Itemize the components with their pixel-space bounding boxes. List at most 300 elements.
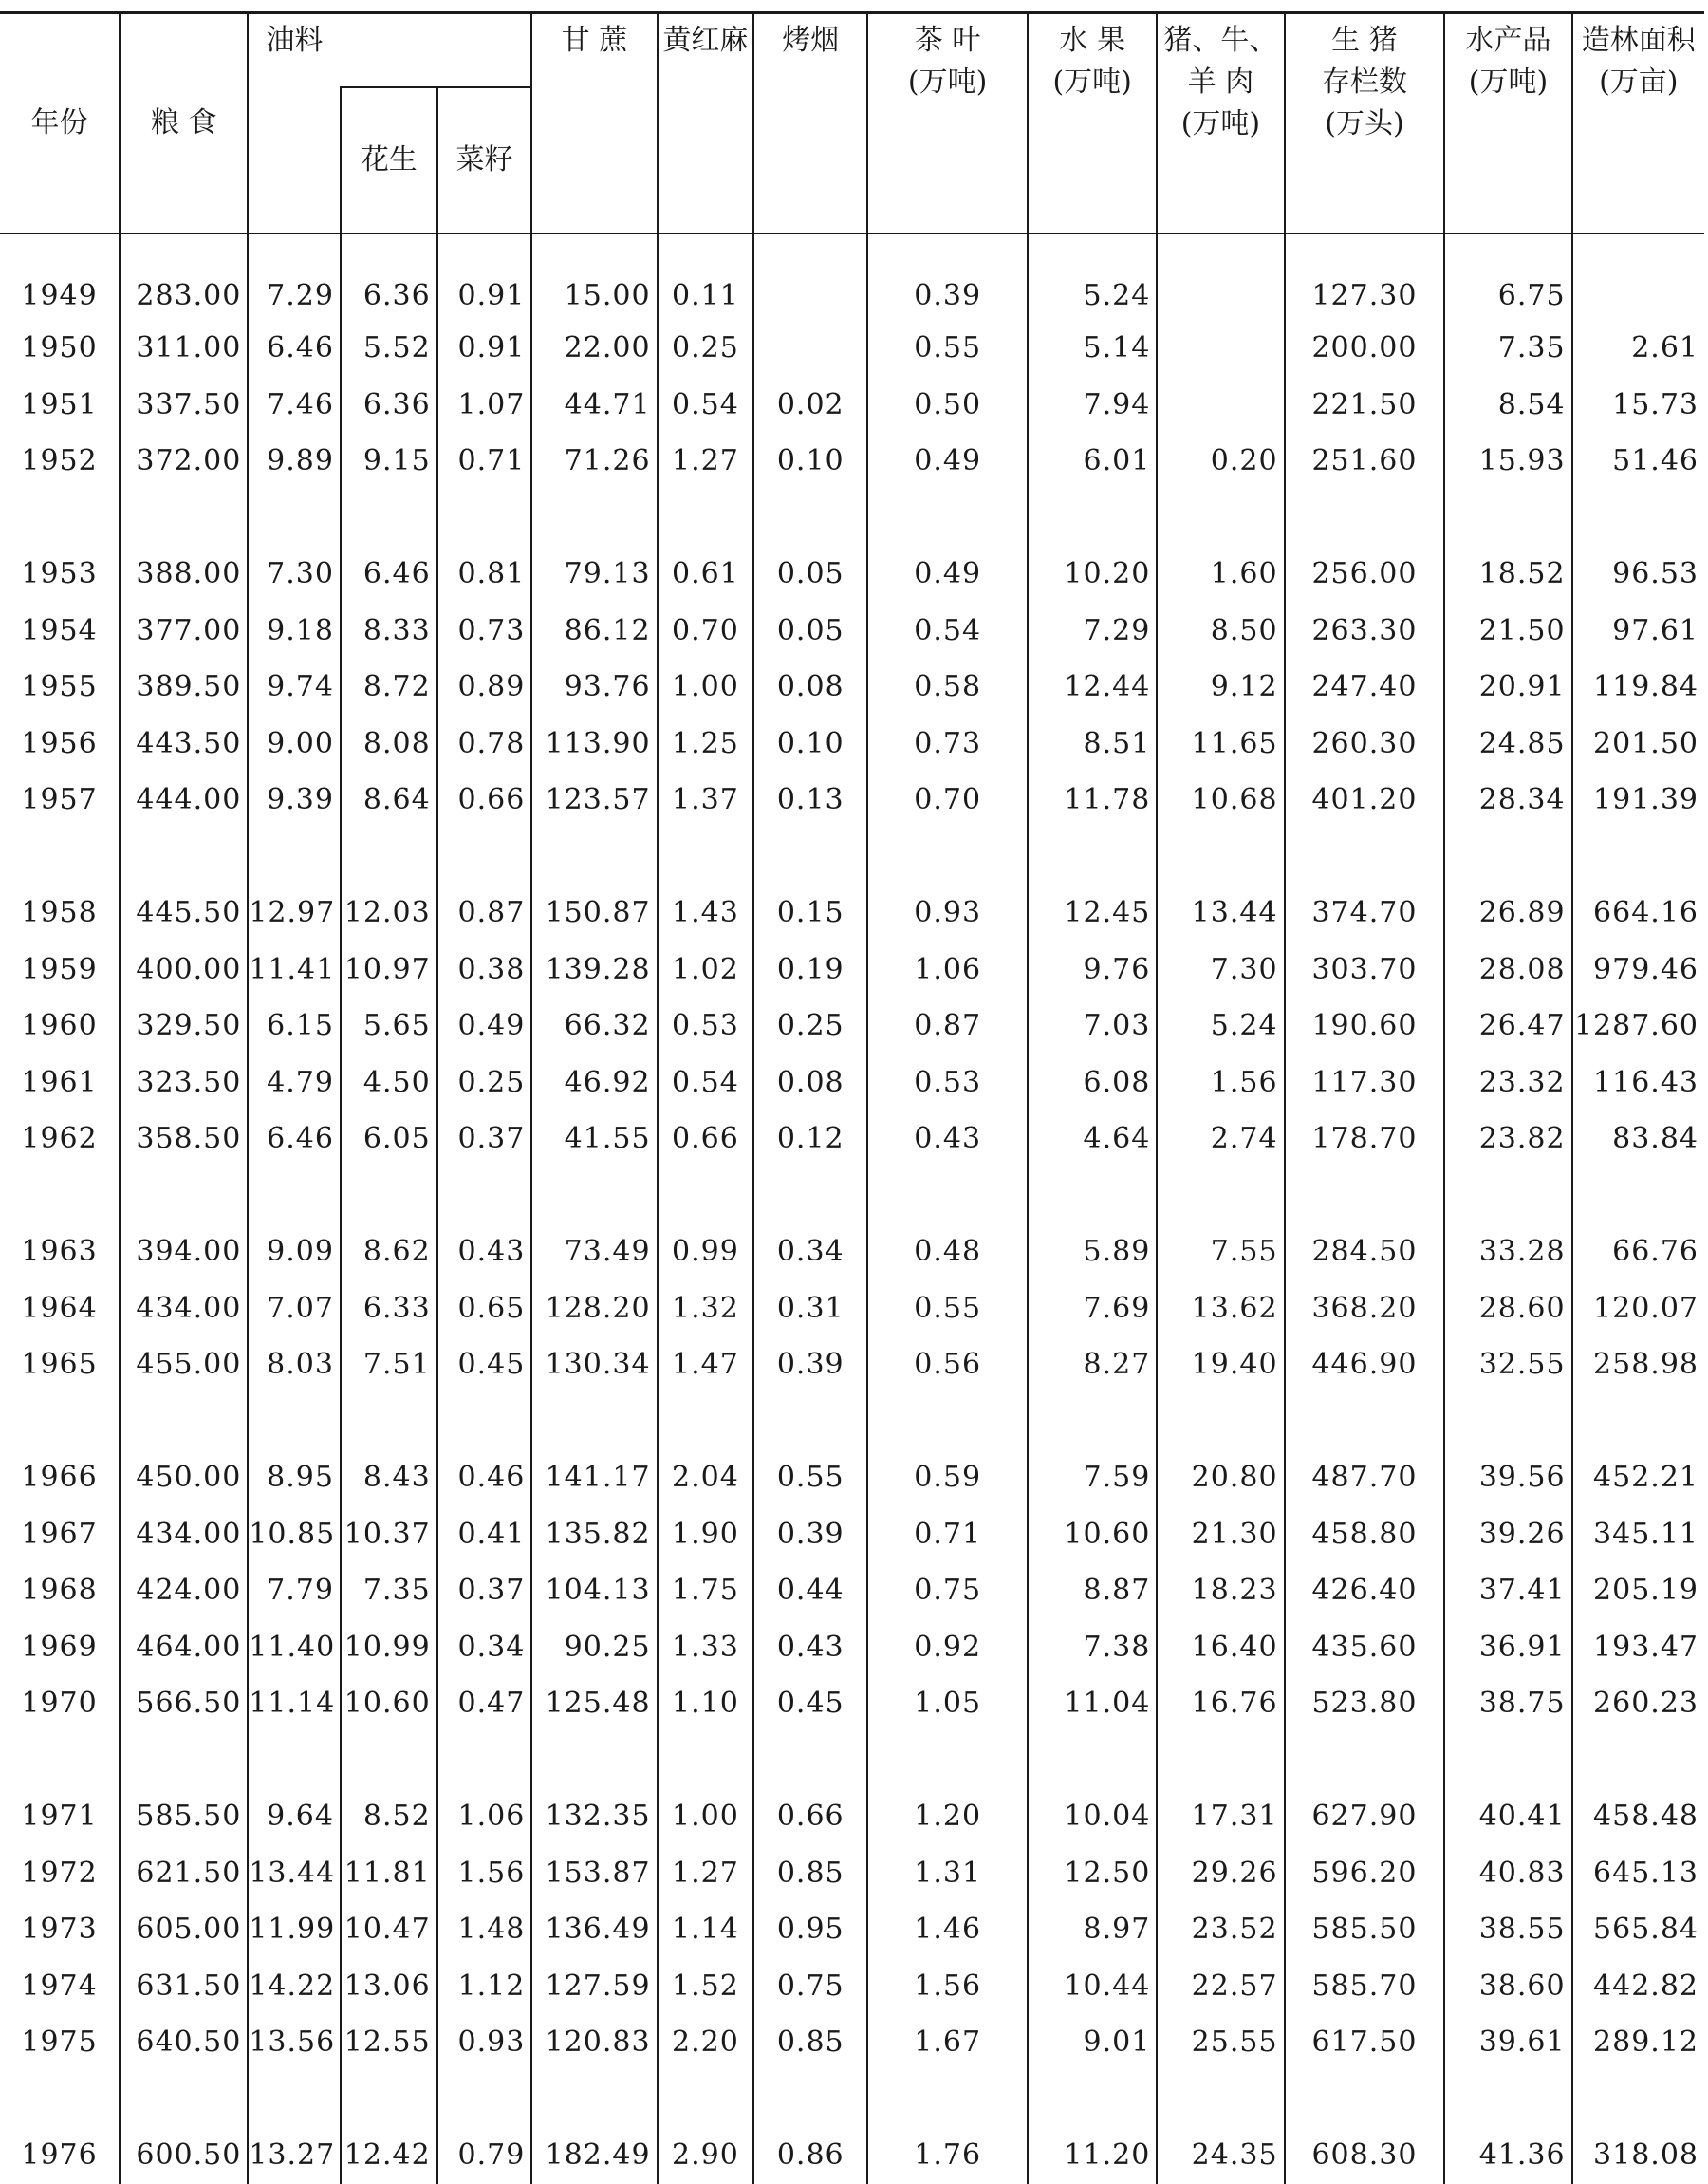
table-row (0, 1845, 1704, 1902)
cell-peanut: 8.33 (341, 603, 437, 660)
cell-tea: 1.05 (867, 1675, 1028, 1732)
table-header (0, 13, 1704, 234)
cell-forest: 119.84 (1572, 659, 1704, 716)
cell-aquatic: 21.50 (1444, 603, 1571, 660)
table-row (0, 716, 1704, 773)
spacer-cell (658, 1393, 754, 1450)
cell-aquatic: 41.36 (1444, 2127, 1571, 2184)
spacer-cell (753, 490, 867, 547)
cell-meat: 16.76 (1157, 1675, 1284, 1732)
cell-tobacco: 0.19 (753, 942, 867, 999)
cell-tea: 0.58 (867, 659, 1028, 716)
header-sugarcane: 甘 蔗 (531, 13, 657, 234)
cell-peanut: 12.03 (341, 885, 437, 942)
cell-meat: 22.57 (1157, 1958, 1284, 2015)
cell-grain: 311.00 (120, 320, 248, 377)
cell-tea: 0.92 (867, 1619, 1028, 1676)
cell-tea: 1.46 (867, 1901, 1028, 1958)
cell-tea: 0.75 (867, 1562, 1028, 1619)
cell-peanut: 6.36 (341, 377, 437, 434)
table-row (0, 1901, 1704, 1958)
cell-year: 1973 (21, 1913, 98, 1947)
cell-sugarcane: 150.87 (531, 885, 657, 942)
cell-pigs: 127.30 (1285, 233, 1445, 320)
cell-tobacco: 0.08 (753, 1055, 867, 1111)
cell-meat: 13.44 (1157, 885, 1284, 942)
spacer-cell (1444, 1393, 1571, 1450)
spacer-cell (1572, 490, 1704, 547)
spacer-cell (658, 490, 754, 547)
spacer-cell (1572, 829, 1704, 886)
cell-meat: 7.55 (1157, 1223, 1284, 1280)
cell-meat: 8.50 (1157, 603, 1284, 660)
cell-forest: 664.16 (1572, 885, 1704, 942)
cell-sugarcane: 93.76 (531, 659, 657, 716)
spacer-cell (1157, 1393, 1284, 1450)
spacer-cell (1157, 2071, 1284, 2128)
cell-grain: 566.50 (120, 1675, 248, 1732)
cell-sugarcane: 153.87 (531, 1845, 657, 1902)
cell-year: 1953 (21, 557, 98, 591)
cell-oil: 4.79 (248, 1055, 341, 1111)
header-oil-spacer (248, 87, 341, 233)
cell-tobacco: 0.15 (753, 885, 867, 942)
cell-oil: 9.64 (248, 1788, 341, 1845)
cell-pigs: 260.30 (1285, 716, 1445, 773)
spacer-cell (437, 2071, 532, 2128)
cell-tobacco: 0.39 (753, 1506, 867, 1563)
cell-jute: 0.54 (658, 377, 754, 434)
cell-fruit: 6.01 (1028, 433, 1157, 490)
cell-pigs: 608.30 (1285, 2127, 1445, 2184)
cell-aquatic: 26.47 (1444, 998, 1571, 1055)
spacer-cell (1572, 1732, 1704, 1789)
cell-sugarcane: 123.57 (531, 772, 657, 829)
table-row (0, 1111, 1704, 1167)
cell-aquatic: 40.83 (1444, 1845, 1571, 1902)
spacer-cell (1444, 829, 1571, 886)
cell-sugarcane: 141.17 (531, 1449, 657, 1506)
cell-year: 1974 (21, 1969, 98, 2003)
cell-oil: 12.97 (248, 885, 341, 942)
cell-aquatic: 24.85 (1444, 716, 1571, 773)
cell-tea: 1.20 (867, 1788, 1028, 1845)
spacer-cell (658, 1732, 754, 1789)
cell-sugarcane: 113.90 (531, 716, 657, 773)
cell-meat: 10.68 (1157, 772, 1284, 829)
table-row (0, 233, 1704, 320)
cell-oil: 6.46 (248, 1111, 341, 1167)
cell-aquatic: 38.55 (1444, 1901, 1571, 1958)
table-row (0, 1619, 1704, 1676)
table-row (0, 1506, 1704, 1563)
cell-meat: 17.31 (1157, 1788, 1284, 1845)
cell-jute: 1.32 (658, 1280, 754, 1337)
cell-rapeseed: 0.71 (437, 433, 532, 490)
cell-tea: 0.70 (867, 772, 1028, 829)
spacer-cell (531, 2071, 657, 2128)
cell-year: 1976 (21, 2138, 98, 2173)
cell-tea: 0.48 (867, 1223, 1028, 1280)
spacer-cell (341, 2071, 437, 2128)
cell-tobacco: 0.95 (753, 1901, 867, 1958)
cell-peanut: 8.08 (341, 716, 437, 773)
cell-tea: 0.71 (867, 1506, 1028, 1563)
cell-tobacco: 0.02 (753, 377, 867, 434)
cell-rapeseed: 1.07 (437, 377, 532, 434)
cell-forest: 96.53 (1572, 546, 1704, 603)
table-row (0, 433, 1704, 490)
cell-meat: 21.30 (1157, 1506, 1284, 1563)
cell-oil: 7.46 (248, 377, 341, 434)
cell-year: 1963 (21, 1235, 98, 1269)
cell-rapeseed: 0.45 (437, 1336, 532, 1393)
cell-jute: 1.00 (658, 1788, 754, 1845)
cell-peanut: 8.64 (341, 772, 437, 829)
cell-aquatic: 40.41 (1444, 1788, 1571, 1845)
cell-forest: 191.39 (1572, 772, 1704, 829)
cell-meat: 2.74 (1157, 1111, 1284, 1167)
cell-grain: 283.00 (120, 233, 248, 320)
spacer-cell (1572, 1167, 1704, 1224)
cell-meat: 24.35 (1157, 2127, 1284, 2184)
cell-tea: 0.55 (867, 1280, 1028, 1337)
cell-grain: 605.00 (120, 1901, 248, 1958)
cell-rapeseed: 0.73 (437, 603, 532, 660)
cell-grain: 424.00 (120, 1562, 248, 1619)
cell-pigs: 117.30 (1285, 1055, 1445, 1111)
cell-pigs: 221.50 (1285, 377, 1445, 434)
cell-forest: 258.98 (1572, 1336, 1704, 1393)
spacer-cell (0, 829, 120, 886)
cell-jute: 0.99 (658, 1223, 754, 1280)
spacer-cell (248, 829, 341, 886)
cell-peanut: 11.81 (341, 1845, 437, 1902)
spacer-cell (753, 1732, 867, 1789)
cell-grain: 464.00 (120, 1619, 248, 1676)
cell-meat: 1.56 (1157, 1055, 1284, 1111)
cell-tea: 0.55 (867, 320, 1028, 377)
cell-rapeseed: 0.91 (437, 233, 532, 320)
spacer-cell (120, 2071, 248, 2128)
cell-tobacco (753, 320, 867, 377)
cell-sugarcane: 15.00 (531, 233, 657, 320)
cell-tobacco: 0.08 (753, 659, 867, 716)
spacer-cell (531, 1167, 657, 1224)
cell-tea: 0.39 (867, 233, 1028, 320)
agricultural-statistics-table (0, 11, 1704, 2184)
cell-fruit: 7.38 (1028, 1619, 1157, 1676)
cell-oil: 6.46 (248, 320, 341, 377)
cell-fruit: 8.97 (1028, 1901, 1157, 1958)
cell-grain: 434.00 (120, 1280, 248, 1337)
cell-tea: 0.49 (867, 433, 1028, 490)
spacer-cell (867, 1732, 1028, 1789)
spacer-cell (531, 1732, 657, 1789)
cell-pigs: 247.40 (1285, 659, 1445, 716)
cell-oil: 7.07 (248, 1280, 341, 1337)
cell-sugarcane: 125.48 (531, 1675, 657, 1732)
cell-year: 1950 (21, 331, 98, 365)
cell-fruit: 8.87 (1028, 1562, 1157, 1619)
cell-pigs: 446.90 (1285, 1336, 1445, 1393)
cell-rapeseed: 0.38 (437, 942, 532, 999)
cell-jute: 1.90 (658, 1506, 754, 1563)
spacer-cell (341, 829, 437, 886)
spacer-cell (1444, 1167, 1571, 1224)
cell-year: 1957 (21, 783, 98, 817)
cell-rapeseed: 0.34 (437, 1619, 532, 1676)
cell-pigs: 190.60 (1285, 998, 1445, 1055)
spacer-cell (120, 490, 248, 547)
cell-meat: 9.12 (1157, 659, 1284, 716)
cell-jute: 1.14 (658, 1901, 754, 1958)
cell-pigs: 401.20 (1285, 772, 1445, 829)
cell-aquatic: 26.89 (1444, 885, 1571, 942)
spacer-cell (1157, 1732, 1284, 1789)
spacer-cell (120, 1732, 248, 1789)
cell-tobacco: 0.05 (753, 603, 867, 660)
cell-tea: 1.56 (867, 1958, 1028, 2015)
spacer-cell (0, 1732, 120, 1789)
cell-peanut: 8.72 (341, 659, 437, 716)
cell-aquatic: 6.75 (1444, 233, 1571, 320)
cell-pigs: 523.80 (1285, 1675, 1445, 1732)
cell-pigs: 256.00 (1285, 546, 1445, 603)
cell-peanut: 6.46 (341, 546, 437, 603)
header-fruit: 水 果 (万吨) (1028, 13, 1157, 234)
header-year: 年份 (0, 13, 120, 234)
cell-forest: 66.76 (1572, 1223, 1704, 1280)
cell-sugarcane: 132.35 (531, 1788, 657, 1845)
cell-peanut: 10.47 (341, 1901, 437, 1958)
cell-jute: 1.33 (658, 1619, 754, 1676)
cell-pigs: 458.80 (1285, 1506, 1445, 1563)
cell-forest: 318.08 (1572, 2127, 1704, 2184)
spacer-cell (437, 1393, 532, 1450)
cell-year: 1951 (21, 387, 98, 421)
cell-tobacco: 0.66 (753, 1788, 867, 1845)
cell-pigs: 627.90 (1285, 1788, 1445, 1845)
cell-rapeseed: 0.91 (437, 320, 532, 377)
spacer-cell (1444, 2071, 1571, 2128)
cell-oil: 11.41 (248, 942, 341, 999)
cell-meat: 16.40 (1157, 1619, 1284, 1676)
spacer-cell (1028, 1167, 1157, 1224)
spacer-cell (1028, 2071, 1157, 2128)
cell-fruit: 10.04 (1028, 1788, 1157, 1845)
cell-peanut: 12.55 (341, 2014, 437, 2071)
cell-jute: 0.25 (658, 320, 754, 377)
spacer-cell (1028, 1732, 1157, 1789)
spacer-row (0, 1732, 1704, 1789)
cell-sugarcane: 44.71 (531, 377, 657, 434)
spacer-cell (1285, 1167, 1445, 1224)
spacer-cell (248, 2071, 341, 2128)
cell-oil: 9.00 (248, 716, 341, 773)
cell-sugarcane: 86.12 (531, 603, 657, 660)
spacer-cell (1444, 490, 1571, 547)
cell-aquatic: 7.35 (1444, 320, 1571, 377)
cell-peanut: 7.51 (341, 1336, 437, 1393)
cell-rapeseed: 0.37 (437, 1111, 532, 1167)
cell-grain: 600.50 (120, 2127, 248, 2184)
cell-sugarcane: 136.49 (531, 1901, 657, 1958)
cell-sugarcane: 104.13 (531, 1562, 657, 1619)
cell-year: 1966 (21, 1461, 98, 1495)
cell-fruit: 6.08 (1028, 1055, 1157, 1111)
cell-forest: 51.46 (1572, 433, 1704, 490)
cell-sugarcane: 135.82 (531, 1506, 657, 1563)
cell-peanut: 6.36 (341, 233, 437, 320)
spacer-cell (658, 2071, 754, 2128)
spacer-cell (867, 490, 1028, 547)
cell-sugarcane: 41.55 (531, 1111, 657, 1167)
cell-forest: 452.21 (1572, 1449, 1704, 1506)
cell-grain: 585.50 (120, 1788, 248, 1845)
cell-rapeseed: 0.65 (437, 1280, 532, 1337)
spacer-cell (341, 490, 437, 547)
cell-sugarcane: 79.13 (531, 546, 657, 603)
cell-oil: 9.74 (248, 659, 341, 716)
cell-grain: 337.50 (120, 377, 248, 434)
cell-fruit: 12.44 (1028, 659, 1157, 716)
cell-aquatic: 37.41 (1444, 1562, 1571, 1619)
cell-year: 1952 (21, 444, 98, 478)
table-row (0, 603, 1704, 660)
table-row (0, 1223, 1704, 1280)
cell-meat: 18.23 (1157, 1562, 1284, 1619)
cell-aquatic: 28.60 (1444, 1280, 1571, 1337)
cell-tobacco: 0.85 (753, 1845, 867, 1902)
cell-peanut: 4.50 (341, 1055, 437, 1111)
spacer-cell (867, 2071, 1028, 2128)
cell-year: 1960 (21, 1009, 98, 1043)
cell-oil: 7.29 (248, 233, 341, 320)
header-oil: 油料 (248, 13, 531, 88)
spacer-cell (437, 490, 532, 547)
table-row (0, 320, 1704, 377)
cell-jute: 1.10 (658, 1675, 754, 1732)
cell-year: 1962 (21, 1122, 98, 1156)
cell-sugarcane: 182.49 (531, 2127, 657, 2184)
cell-forest: 193.47 (1572, 1619, 1704, 1676)
spacer-cell (341, 1167, 437, 1224)
cell-year: 1967 (21, 1517, 98, 1551)
spacer-cell (1444, 1732, 1571, 1789)
cell-jute: 0.54 (658, 1055, 754, 1111)
cell-forest: 289.12 (1572, 2014, 1704, 2071)
spacer-cell (0, 490, 120, 547)
cell-jute: 1.02 (658, 942, 754, 999)
table-row (0, 885, 1704, 942)
cell-rapeseed: 0.25 (437, 1055, 532, 1111)
cell-fruit: 12.45 (1028, 885, 1157, 942)
cell-aquatic: 38.75 (1444, 1675, 1571, 1732)
cell-oil: 7.79 (248, 1562, 341, 1619)
cell-tobacco: 0.86 (753, 2127, 867, 2184)
cell-year: 1970 (21, 1687, 98, 1721)
cell-meat: 0.20 (1157, 433, 1284, 490)
cell-tea: 0.54 (867, 603, 1028, 660)
spacer-cell (531, 1393, 657, 1450)
cell-meat: 11.65 (1157, 716, 1284, 773)
cell-forest: 260.23 (1572, 1675, 1704, 1732)
cell-oil: 11.14 (248, 1675, 341, 1732)
cell-fruit: 9.01 (1028, 2014, 1157, 2071)
spacer-cell (120, 1167, 248, 1224)
cell-rapeseed: 0.87 (437, 885, 532, 942)
table-row (0, 2127, 1704, 2184)
cell-year: 1975 (21, 2025, 98, 2060)
cell-aquatic: 39.56 (1444, 1449, 1571, 1506)
cell-aquatic: 28.34 (1444, 772, 1571, 829)
cell-tobacco: 0.25 (753, 998, 867, 1055)
cell-tobacco: 0.12 (753, 1111, 867, 1167)
cell-tobacco: 0.34 (753, 1223, 867, 1280)
spacer-cell (248, 1167, 341, 1224)
cell-oil: 13.44 (248, 1845, 341, 1902)
cell-pigs: 596.20 (1285, 1845, 1445, 1902)
cell-fruit: 7.69 (1028, 1280, 1157, 1337)
cell-jute: 1.75 (658, 1562, 754, 1619)
cell-pigs: 178.70 (1285, 1111, 1445, 1167)
cell-grain: 631.50 (120, 1958, 248, 2015)
table-row (0, 942, 1704, 999)
cell-fruit: 7.03 (1028, 998, 1157, 1055)
cell-year: 1964 (21, 1291, 98, 1325)
cell-oil: 7.30 (248, 546, 341, 603)
cell-rapeseed: 0.81 (437, 546, 532, 603)
cell-grain: 400.00 (120, 942, 248, 999)
spacer-cell (120, 1393, 248, 1450)
cell-year: 1971 (21, 1800, 98, 1834)
spacer-cell (0, 1393, 120, 1450)
table-row (0, 1788, 1704, 1845)
cell-fruit: 10.20 (1028, 546, 1157, 603)
cell-grain: 389.50 (120, 659, 248, 716)
cell-jute: 0.66 (658, 1111, 754, 1167)
cell-year: 1965 (21, 1348, 98, 1382)
cell-meat: 29.26 (1157, 1845, 1284, 1902)
cell-rapeseed: 1.12 (437, 1958, 532, 2015)
spacer-cell (120, 829, 248, 886)
cell-tobacco: 0.75 (753, 1958, 867, 2015)
spacer-cell (1028, 490, 1157, 547)
cell-aquatic: 8.54 (1444, 377, 1571, 434)
cell-forest: 1287.60 (1572, 998, 1704, 1055)
cell-aquatic: 15.93 (1444, 433, 1571, 490)
spacer-cell (1572, 1393, 1704, 1450)
cell-peanut: 10.97 (341, 942, 437, 999)
spacer-cell (753, 829, 867, 886)
cell-tobacco: 0.55 (753, 1449, 867, 1506)
cell-meat: 5.24 (1157, 998, 1284, 1055)
cell-tea: 0.50 (867, 377, 1028, 434)
cell-grain: 372.00 (120, 433, 248, 490)
cell-forest: 201.50 (1572, 716, 1704, 773)
cell-jute: 0.53 (658, 998, 754, 1055)
cell-aquatic: 38.60 (1444, 1958, 1571, 2015)
cell-oil: 8.95 (248, 1449, 341, 1506)
cell-pigs: 251.60 (1285, 433, 1445, 490)
spacer-cell (867, 1167, 1028, 1224)
cell-rapeseed: 1.06 (437, 1788, 532, 1845)
cell-oil: 9.89 (248, 433, 341, 490)
spacer-row (0, 2071, 1704, 2128)
cell-fruit: 4.64 (1028, 1111, 1157, 1167)
cell-rapeseed: 0.66 (437, 772, 532, 829)
